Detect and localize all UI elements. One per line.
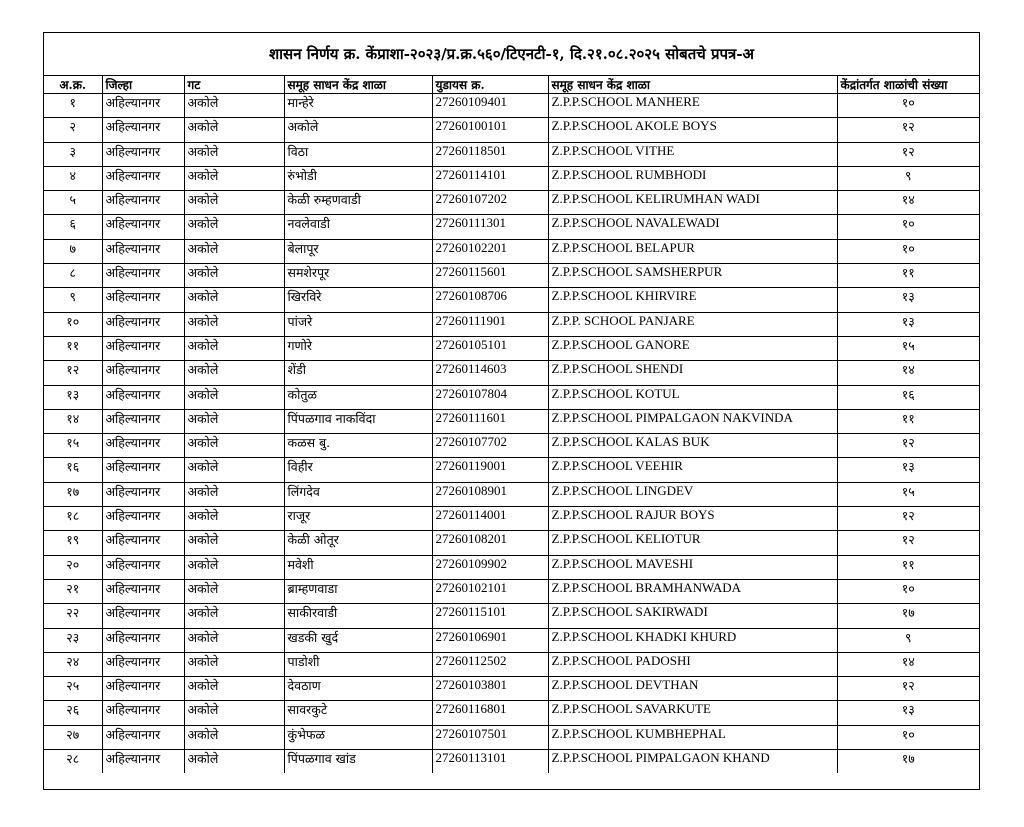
table-row (44, 215, 979, 239)
block-cell: अकोले (184, 434, 284, 458)
school-marathi-cell: खडकी खुर्द (284, 628, 432, 652)
table-row (44, 142, 979, 166)
block-cell: अकोले (184, 288, 284, 312)
school-english-cell: Z.P.P.SCHOOL KUMBHEPHAL (548, 725, 837, 749)
school-english-cell: Z.P.P.SCHOOL RUMBHODI (548, 166, 837, 190)
table-row (44, 264, 979, 288)
district-cell: अहिल्यानगर (102, 215, 184, 239)
school-count-cell: १२ (837, 142, 979, 166)
school-count-cell: ११ (837, 555, 979, 579)
district-cell: अहिल्यानगर (102, 482, 184, 506)
header-school-english: समूह साधन केंद्र शाळा (548, 76, 837, 94)
school-marathi-cell: बेलापूर (284, 239, 432, 263)
serial-cell: १६ (44, 458, 102, 482)
udise-cell: 27260111901 (432, 312, 548, 336)
serial-cell: ५ (44, 191, 102, 215)
school-english-cell: Z.P.P.SCHOOL PADOSHI (548, 652, 837, 676)
school-marathi-cell: पिंपळगाव खांड (284, 750, 432, 774)
serial-cell: २४ (44, 652, 102, 676)
district-cell: अहिल्यानगर (102, 531, 184, 555)
block-cell: अकोले (184, 507, 284, 531)
serial-cell: १३ (44, 385, 102, 409)
table-row (44, 312, 979, 336)
serial-cell: १७ (44, 482, 102, 506)
serial-cell: ३ (44, 142, 102, 166)
table-row (44, 750, 979, 774)
block-cell: अकोले (184, 409, 284, 433)
udise-cell: 27260114603 (432, 361, 548, 385)
school-english-cell: Z.P.P.SCHOOL PIMPALGAON NAKVINDA (548, 409, 837, 433)
table-row (44, 604, 979, 628)
school-count-cell: १३ (837, 288, 979, 312)
table-row (44, 652, 979, 676)
school-count-cell: ११ (837, 409, 979, 433)
school-english-cell: Z.P.P.SCHOOL KOTUL (548, 385, 837, 409)
udise-cell: 27260114101 (432, 166, 548, 190)
block-cell: अकोले (184, 312, 284, 336)
table-row (44, 94, 979, 118)
school-count-cell: १५ (837, 482, 979, 506)
table-row (44, 336, 979, 360)
school-english-cell: Z.P.P.SCHOOL SHENDI (548, 361, 837, 385)
udise-cell: 27260115601 (432, 264, 548, 288)
district-cell: अहिल्यानगर (102, 628, 184, 652)
table-row (44, 191, 979, 215)
school-marathi-cell: खिरविरे (284, 288, 432, 312)
school-english-cell: Z.P.P.SCHOOL SAVARKUTE (548, 701, 837, 725)
district-cell: अहिल्यानगर (102, 288, 184, 312)
udise-cell: 27260107501 (432, 725, 548, 749)
udise-cell: 27260113101 (432, 750, 548, 774)
table-row (44, 118, 979, 142)
school-count-cell: १७ (837, 604, 979, 628)
district-cell: अहिल्यानगर (102, 118, 184, 142)
table-row (44, 458, 979, 482)
serial-cell: २६ (44, 701, 102, 725)
table-header-row (44, 76, 979, 94)
school-english-cell: Z.P.P.SCHOOL BELAPUR (548, 239, 837, 263)
school-english-cell: Z.P.P.SCHOOL NAVALEWADI (548, 215, 837, 239)
udise-cell: 27260102101 (432, 579, 548, 603)
table-row (44, 361, 979, 385)
serial-cell: ४ (44, 166, 102, 190)
district-cell: अहिल्यानगर (102, 239, 184, 263)
table-row (44, 385, 979, 409)
udise-cell: 27260116801 (432, 701, 548, 725)
school-marathi-cell: मवेशी (284, 555, 432, 579)
serial-cell: २ (44, 118, 102, 142)
district-cell: अहिल्यानगर (102, 750, 184, 774)
school-count-cell: ९ (837, 628, 979, 652)
serial-cell: १२ (44, 361, 102, 385)
school-count-cell: १२ (837, 531, 979, 555)
udise-cell: 27260108201 (432, 531, 548, 555)
school-english-cell: Z.P.P. SCHOOL PANJARE (548, 312, 837, 336)
school-marathi-cell: विहीर (284, 458, 432, 482)
block-cell: अकोले (184, 361, 284, 385)
school-english-cell: Z.P.P.SCHOOL VEEHIR (548, 458, 837, 482)
school-count-cell: १० (837, 725, 979, 749)
school-table (44, 76, 979, 773)
udise-cell: 27260107702 (432, 434, 548, 458)
district-cell: अहिल्यानगर (102, 434, 184, 458)
block-cell: अकोले (184, 118, 284, 142)
district-cell: अहिल्यानगर (102, 652, 184, 676)
header-serial: अ.क्र. (44, 76, 102, 94)
document-title: शासन निर्णय क्र. केंप्राशा-२०२३/प्र.क्र.५६०/टिएनटी-१, दि.२१.०८.२०२५ सोबतचे प्रपत्र-अ (44, 33, 979, 76)
school-marathi-cell: रुंभोडी (284, 166, 432, 190)
udise-cell: 27260112502 (432, 652, 548, 676)
school-count-cell: १४ (837, 191, 979, 215)
school-english-cell: Z.P.P.SCHOOL KELIOTUR (548, 531, 837, 555)
school-marathi-cell: कळस बु. (284, 434, 432, 458)
serial-cell: २३ (44, 628, 102, 652)
school-marathi-cell: सावरकुटे (284, 701, 432, 725)
school-marathi-cell: साकीरवाडी (284, 604, 432, 628)
udise-cell: 27260107804 (432, 385, 548, 409)
table-row (44, 579, 979, 603)
school-marathi-cell: पांजरे (284, 312, 432, 336)
serial-cell: २८ (44, 750, 102, 774)
district-cell: अहिल्यानगर (102, 409, 184, 433)
school-english-cell: Z.P.P.SCHOOL KHIRVIRE (548, 288, 837, 312)
school-count-cell: १२ (837, 677, 979, 701)
table-row (44, 531, 979, 555)
block-cell: अकोले (184, 239, 284, 263)
header-district: जिल्हा (102, 76, 184, 94)
school-english-cell: Z.P.P.SCHOOL PIMPALGAON KHAND (548, 750, 837, 774)
school-marathi-cell: देवठाण (284, 677, 432, 701)
serial-cell: २७ (44, 725, 102, 749)
school-count-cell: १० (837, 215, 979, 239)
school-count-cell: १२ (837, 434, 979, 458)
table-row (44, 677, 979, 701)
school-count-cell: १२ (837, 118, 979, 142)
district-cell: अहिल्यानगर (102, 94, 184, 118)
table-row (44, 166, 979, 190)
school-count-cell: १० (837, 239, 979, 263)
block-cell: अकोले (184, 555, 284, 579)
block-cell: अकोले (184, 628, 284, 652)
block-cell: अकोले (184, 385, 284, 409)
block-cell: अकोले (184, 94, 284, 118)
school-marathi-cell: समशेरपूर (284, 264, 432, 288)
header-udise: युडायस क्र. (432, 76, 548, 94)
school-marathi-cell: शेंडी (284, 361, 432, 385)
block-cell: अकोले (184, 191, 284, 215)
school-english-cell: Z.P.P.SCHOOL GANORE (548, 336, 837, 360)
school-count-cell: १३ (837, 312, 979, 336)
table-row (44, 701, 979, 725)
school-count-cell: ९ (837, 166, 979, 190)
serial-cell: २५ (44, 677, 102, 701)
serial-cell: १ (44, 94, 102, 118)
school-count-cell: १४ (837, 361, 979, 385)
school-marathi-cell: नवलेवाडी (284, 215, 432, 239)
block-cell: अकोले (184, 677, 284, 701)
udise-cell: 27260108706 (432, 288, 548, 312)
table-row (44, 482, 979, 506)
udise-cell: 27260102201 (432, 239, 548, 263)
school-marathi-cell: विठा (284, 142, 432, 166)
district-cell: अहिल्यानगर (102, 385, 184, 409)
serial-cell: २० (44, 555, 102, 579)
district-cell: अहिल्यानगर (102, 166, 184, 190)
serial-cell: १० (44, 312, 102, 336)
udise-cell: 27260111601 (432, 409, 548, 433)
school-marathi-cell: लिंगदेव (284, 482, 432, 506)
school-count-cell: १३ (837, 458, 979, 482)
block-cell: अकोले (184, 166, 284, 190)
district-cell: अहिल्यानगर (102, 336, 184, 360)
serial-cell: ११ (44, 336, 102, 360)
block-cell: अकोले (184, 604, 284, 628)
udise-cell: 27260108901 (432, 482, 548, 506)
school-count-cell: १४ (837, 652, 979, 676)
udise-cell: 27260109902 (432, 555, 548, 579)
header-school-count: केंद्रांतर्गत शाळांची संख्या (837, 76, 979, 94)
header-block: गट (184, 76, 284, 94)
serial-cell: ८ (44, 264, 102, 288)
block-cell: अकोले (184, 142, 284, 166)
serial-cell: १५ (44, 434, 102, 458)
table-row (44, 725, 979, 749)
udise-cell: 27260109401 (432, 94, 548, 118)
school-marathi-cell: कुंभेफळ (284, 725, 432, 749)
school-count-cell: १५ (837, 336, 979, 360)
school-english-cell: Z.P.P.SCHOOL KHADKI KHURD (548, 628, 837, 652)
block-cell: अकोले (184, 579, 284, 603)
school-count-cell: ११ (837, 264, 979, 288)
school-english-cell: Z.P.P.SCHOOL BRAMHANWADA (548, 579, 837, 603)
serial-cell: ९ (44, 288, 102, 312)
serial-cell: १९ (44, 531, 102, 555)
school-english-cell: Z.P.P.SCHOOL AKOLE BOYS (548, 118, 837, 142)
school-english-cell: Z.P.P.SCHOOL LINGDEV (548, 482, 837, 506)
table-row (44, 239, 979, 263)
district-cell: अहिल्यानगर (102, 312, 184, 336)
school-count-cell: १० (837, 579, 979, 603)
serial-cell: २२ (44, 604, 102, 628)
school-marathi-cell: राजूर (284, 507, 432, 531)
serial-cell: ७ (44, 239, 102, 263)
block-cell: अकोले (184, 264, 284, 288)
udise-cell: 27260106901 (432, 628, 548, 652)
school-marathi-cell: केळी ओतूर (284, 531, 432, 555)
school-english-cell: Z.P.P.SCHOOL SAKIRWADI (548, 604, 837, 628)
table-row (44, 288, 979, 312)
block-cell: अकोले (184, 215, 284, 239)
school-marathi-cell: पिंपळगाव नाकविंदा (284, 409, 432, 433)
school-english-cell: Z.P.P.SCHOOL SAMSHERPUR (548, 264, 837, 288)
district-cell: अहिल्यानगर (102, 604, 184, 628)
block-cell: अकोले (184, 750, 284, 774)
block-cell: अकोले (184, 725, 284, 749)
school-english-cell: Z.P.P.SCHOOL MANHERE (548, 94, 837, 118)
school-english-cell: Z.P.P.SCHOOL MAVESHI (548, 555, 837, 579)
district-cell: अहिल्यानगर (102, 507, 184, 531)
school-count-cell: १७ (837, 750, 979, 774)
block-cell: अकोले (184, 652, 284, 676)
school-count-cell: १० (837, 94, 979, 118)
udise-cell: 27260100101 (432, 118, 548, 142)
block-cell: अकोले (184, 336, 284, 360)
udise-cell: 27260115101 (432, 604, 548, 628)
school-marathi-cell: मान्हेरे (284, 94, 432, 118)
district-cell: अहिल्यानगर (102, 142, 184, 166)
serial-cell: ६ (44, 215, 102, 239)
school-marathi-cell: अकोले (284, 118, 432, 142)
udise-cell: 27260105101 (432, 336, 548, 360)
school-english-cell: Z.P.P.SCHOOL DEVTHAN (548, 677, 837, 701)
table-row (44, 555, 979, 579)
school-marathi-cell: पाडोशी (284, 652, 432, 676)
district-cell: अहिल्यानगर (102, 677, 184, 701)
serial-cell: २१ (44, 579, 102, 603)
school-count-cell: १३ (837, 701, 979, 725)
district-cell: अहिल्यानगर (102, 701, 184, 725)
district-cell: अहिल्यानगर (102, 361, 184, 385)
table-row (44, 628, 979, 652)
block-cell: अकोले (184, 701, 284, 725)
header-school-marathi: समूह साधन केंद्र शाळा (284, 76, 432, 94)
serial-cell: १४ (44, 409, 102, 433)
table-row (44, 507, 979, 531)
school-marathi-cell: कोतुळ (284, 385, 432, 409)
school-english-cell: Z.P.P.SCHOOL RAJUR BOYS (548, 507, 837, 531)
district-cell: अहिल्यानगर (102, 191, 184, 215)
udise-cell: 27260119001 (432, 458, 548, 482)
school-english-cell: Z.P.P.SCHOOL KALAS BUK (548, 434, 837, 458)
block-cell: अकोले (184, 482, 284, 506)
udise-cell: 27260118501 (432, 142, 548, 166)
udise-cell: 27260107202 (432, 191, 548, 215)
document-sheet (43, 32, 980, 790)
table-row (44, 409, 979, 433)
school-english-cell: Z.P.P.SCHOOL VITHE (548, 142, 837, 166)
district-cell: अहिल्यानगर (102, 579, 184, 603)
school-count-cell: १२ (837, 507, 979, 531)
district-cell: अहिल्यानगर (102, 458, 184, 482)
school-count-cell: १६ (837, 385, 979, 409)
school-marathi-cell: ब्राम्हणवाडा (284, 579, 432, 603)
district-cell: अहिल्यानगर (102, 555, 184, 579)
school-english-cell: Z.P.P.SCHOOL KELIRUMHAN WADI (548, 191, 837, 215)
udise-cell: 27260111301 (432, 215, 548, 239)
table-row (44, 434, 979, 458)
udise-cell: 27260114001 (432, 507, 548, 531)
district-cell: अहिल्यानगर (102, 264, 184, 288)
udise-cell: 27260103801 (432, 677, 548, 701)
district-cell: अहिल्यानगर (102, 725, 184, 749)
block-cell: अकोले (184, 458, 284, 482)
school-marathi-cell: केळी रुम्हणवाडी (284, 191, 432, 215)
block-cell: अकोले (184, 531, 284, 555)
school-marathi-cell: गणोरे (284, 336, 432, 360)
serial-cell: १८ (44, 507, 102, 531)
